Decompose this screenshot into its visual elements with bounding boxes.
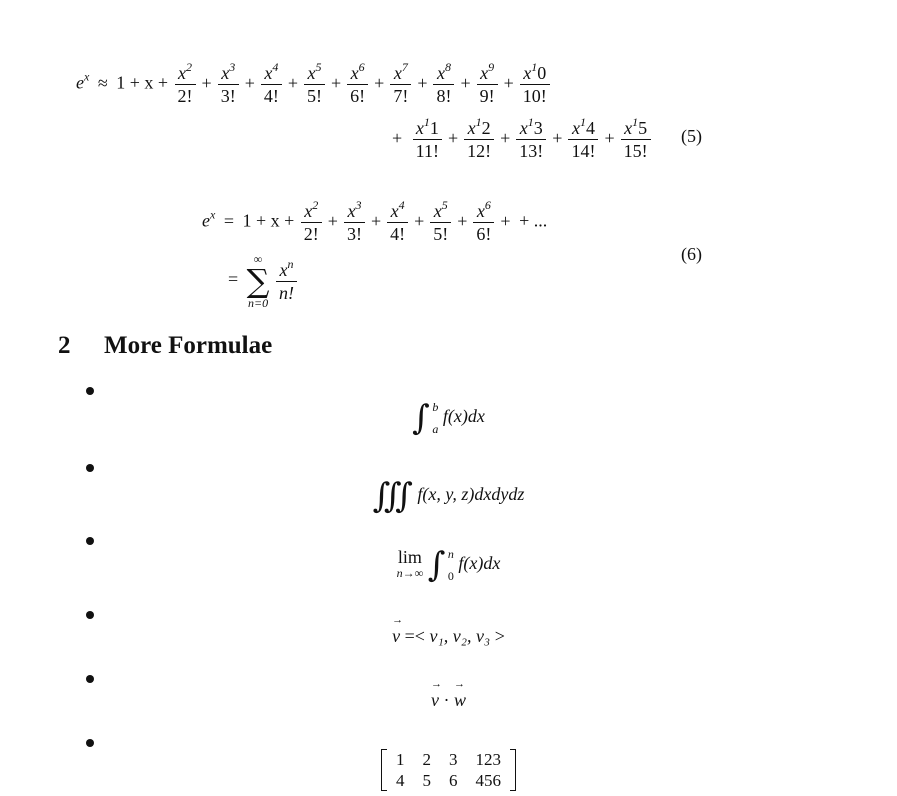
integral-icon: ∫ — [427, 545, 446, 585]
numerator-exponent: 4 — [272, 60, 279, 74]
matrix-cell: 3 — [449, 750, 458, 769]
eq5-number: (5) — [681, 126, 702, 146]
eq5-line2 — [388, 117, 653, 162]
fraction-term — [520, 62, 550, 107]
plus-operator: + — [327, 210, 338, 231]
plus-operator: + — [370, 210, 382, 231]
plus-operator: + — [604, 127, 615, 148]
matrix-cell: 6 — [449, 771, 458, 790]
sigma-icon: ∑ — [246, 262, 270, 300]
numerator-base: x — [436, 63, 445, 83]
integral-icon: ∫ — [412, 398, 430, 438]
fraction-denominator: 3! — [218, 84, 239, 107]
fraction-denominator: 8! — [433, 84, 454, 107]
numerator-suffix: 2 — [481, 118, 491, 138]
vector-v: → v — [431, 690, 439, 711]
fraction-term — [516, 117, 546, 162]
triple-integral-icon: ∭ — [372, 476, 413, 516]
numerator-exponent: 1 — [423, 115, 430, 129]
fraction-term — [261, 62, 282, 107]
fraction-numerator — [477, 62, 497, 84]
numerator-exponent: 1 — [475, 115, 482, 129]
formula-definite-integral — [0, 398, 897, 438]
numerator-base: x — [480, 63, 489, 83]
plus-operator: + — [201, 72, 212, 93]
integral-limits — [448, 547, 454, 583]
eq5-line1-terms — [173, 60, 552, 106]
numerator-base: x — [393, 63, 402, 83]
fraction-term — [433, 62, 454, 107]
vector-w: → w — [454, 690, 466, 711]
numerator-exponent: 6 — [358, 60, 365, 74]
fraction-numerator — [348, 62, 368, 84]
integral-upper: b — [432, 400, 439, 414]
fraction-numerator — [391, 62, 411, 84]
sum-fraction — [276, 256, 297, 304]
fraction-numerator — [344, 200, 364, 222]
bullet-icon — [86, 464, 94, 472]
integral-body: f(x)dx — [442, 406, 485, 427]
sum-operator — [247, 252, 270, 310]
fraction-denominator: 2! — [175, 84, 196, 107]
fraction-term — [390, 62, 411, 107]
integral-upper: n — [447, 547, 454, 561]
fraction-denominator: 7! — [390, 84, 411, 107]
fraction-denominator: 12! — [464, 139, 494, 162]
numerator-base: x — [624, 118, 633, 138]
eq6-number: (6) — [681, 244, 702, 264]
fraction-term — [464, 117, 494, 162]
fraction-denominator: 14! — [568, 139, 598, 162]
matrix-cell: 2 — [422, 750, 431, 769]
eq5-lhs-base: e — [76, 72, 84, 93]
bullet-icon — [86, 387, 94, 395]
limit-operator — [397, 549, 424, 581]
fraction-term — [568, 117, 598, 162]
eq5-line2-terms — [411, 115, 653, 161]
sum-lower: n=0 — [248, 296, 269, 310]
fraction-numerator — [261, 62, 281, 84]
limit-text: lim — [397, 547, 422, 567]
numerator-suffix: 5 — [638, 118, 648, 138]
matrix-cell: 123 — [475, 750, 501, 769]
numerator-exponent: 3 — [355, 198, 362, 212]
sum-num-base: x — [279, 259, 288, 280]
vector-eq: =< — [404, 626, 425, 646]
numerator-base: x — [433, 201, 442, 221]
numerator-base: x — [307, 63, 316, 83]
fraction-term — [344, 200, 365, 245]
sum-upper: ∞ — [253, 252, 263, 266]
plus-operator: + — [500, 127, 511, 148]
plus-operator: + — [417, 72, 428, 93]
sum-den: n! — [276, 281, 297, 304]
numerator-base: x — [390, 201, 399, 221]
numerator-suffix: 1 — [429, 118, 439, 138]
plus-operator: + — [503, 72, 514, 93]
numerator-exponent: 6 — [484, 198, 491, 212]
dot-operator: · — [443, 690, 450, 710]
plus-operator: + — [552, 127, 563, 148]
numerator-base: x — [523, 63, 532, 83]
fraction-denominator: 5! — [430, 222, 451, 245]
fraction-denominator: 11! — [413, 139, 442, 162]
numerator-base: x — [178, 63, 187, 83]
vector-items: v₁, v₂, v₃ — [429, 626, 491, 646]
section-number: 2 — [58, 332, 71, 359]
eq5-line1 — [76, 62, 552, 107]
integral-limits — [432, 400, 438, 436]
eq5-lhs-exp: x — [84, 69, 90, 84]
fraction-denominator: 3! — [344, 222, 365, 245]
matrix-cell: 5 — [422, 771, 431, 790]
section-heading — [58, 332, 272, 360]
numerator-exponent: 4 — [398, 198, 405, 212]
numerator-base: x — [350, 63, 359, 83]
fraction-numerator — [569, 117, 598, 139]
numerator-base: x — [476, 201, 485, 221]
fraction-numerator — [474, 200, 494, 222]
integral-lower: 0 — [447, 569, 454, 583]
numerator-exponent: 8 — [444, 60, 451, 74]
matrix-cell: 456 — [475, 771, 501, 790]
fraction-term — [218, 62, 239, 107]
matrix-cell: 1 — [396, 750, 405, 769]
fraction-denominator: 13! — [516, 139, 546, 162]
fraction-denominator: 6! — [347, 84, 368, 107]
fraction-term — [430, 200, 451, 245]
numerator-exponent: 1 — [531, 60, 538, 74]
section-title: More Formulae — [104, 332, 273, 359]
numerator-exponent: 7 — [401, 60, 408, 74]
formula-limit-integral — [0, 545, 897, 585]
fraction-denominator: 2! — [301, 222, 322, 245]
formula-triple-integral — [0, 476, 897, 516]
vector-v: → v — [392, 626, 400, 647]
fraction-denominator: 10! — [520, 84, 550, 107]
numerator-base: x — [304, 201, 313, 221]
bullet-icon — [86, 675, 94, 683]
fraction-numerator — [218, 62, 238, 84]
numerator-base: x — [519, 118, 528, 138]
plus-operator: + — [414, 210, 425, 231]
eq6-trail: + ... — [519, 210, 548, 231]
matrix — [381, 749, 516, 791]
fraction-numerator — [465, 117, 494, 139]
bullet-icon — [86, 739, 94, 747]
numerator-exponent: 3 — [229, 60, 236, 74]
numerator-exponent: 1 — [632, 115, 639, 129]
matrix-row — [387, 770, 510, 791]
fraction-numerator — [431, 200, 451, 222]
eq6-lead: 1 + x + — [242, 210, 295, 231]
limit-subscript: n→∞ — [396, 566, 424, 580]
eq5-line2-plus: + — [392, 127, 403, 148]
limit-integral-body: f(x)dx — [458, 553, 501, 574]
plus-operator: + — [500, 210, 511, 231]
matrix-row — [387, 749, 510, 770]
fraction-term — [413, 117, 442, 162]
fraction-numerator — [621, 117, 650, 139]
eq6-line2 — [224, 252, 299, 310]
fraction-denominator: 15! — [621, 139, 651, 162]
eq5-approx: ≈ — [97, 72, 108, 93]
numerator-exponent: 2 — [312, 198, 319, 212]
triple-integral-body: f(x, y, z)dxdydz — [417, 484, 525, 505]
numerator-suffix: 3 — [533, 118, 543, 138]
eq6-line1 — [202, 200, 547, 245]
plus-operator: + — [287, 72, 298, 93]
numerator-base: x — [264, 63, 273, 83]
fraction-term — [301, 200, 322, 245]
fraction-numerator — [305, 62, 325, 84]
sum-num-exp: n — [287, 256, 294, 271]
fraction-term — [304, 62, 325, 107]
fraction-denominator: 4! — [387, 222, 408, 245]
numerator-exponent: 2 — [186, 60, 193, 74]
plus-operator: + — [460, 72, 471, 93]
integral-lower: a — [432, 422, 439, 436]
right-bracket — [510, 749, 516, 791]
eq6-terms — [299, 198, 515, 244]
plus-operator: + — [374, 72, 385, 93]
matrix-table — [387, 749, 510, 791]
numerator-base: x — [571, 118, 580, 138]
fraction-term — [477, 62, 498, 107]
numerator-base: x — [221, 63, 230, 83]
matrix-cell: 4 — [396, 771, 405, 790]
eq5-lead: 1 + x + — [116, 72, 169, 93]
fraction-numerator — [388, 200, 408, 222]
numerator-exponent: 1 — [527, 115, 534, 129]
numerator-suffix: 0 — [537, 63, 547, 83]
eq6-lhs-exp: x — [210, 207, 216, 222]
fraction-denominator: 9! — [477, 84, 498, 107]
numerator-base: x — [415, 118, 424, 138]
fraction-term — [347, 62, 368, 107]
numerator-exponent: 5 — [315, 60, 322, 74]
eq6-line2-equals: = — [228, 269, 239, 290]
vector-close: > — [494, 626, 505, 646]
fraction-numerator — [517, 117, 546, 139]
fraction-numerator — [175, 62, 195, 84]
formula-matrix — [0, 749, 897, 796]
numerator-exponent: 1 — [579, 115, 586, 129]
bullet-icon — [86, 537, 94, 545]
plus-operator: + — [447, 127, 459, 148]
numerator-suffix: 4 — [585, 118, 595, 138]
fraction-numerator — [413, 117, 442, 139]
eq6-equals: = — [223, 210, 234, 231]
fraction-numerator — [434, 62, 454, 84]
fraction-term — [621, 117, 651, 162]
eq6-lhs-base: e — [202, 210, 210, 231]
fraction-denominator: 4! — [261, 84, 282, 107]
plus-operator: + — [244, 72, 255, 93]
fraction-denominator: 5! — [304, 84, 325, 107]
fraction-denominator: 6! — [473, 222, 494, 245]
fraction-term — [387, 200, 408, 245]
fraction-term — [175, 62, 196, 107]
numerator-base: x — [467, 118, 476, 138]
formula-dot-product — [0, 690, 897, 711]
numerator-base: x — [347, 201, 356, 221]
fraction-numerator — [301, 200, 321, 222]
fraction-term — [473, 200, 494, 245]
numerator-exponent: 5 — [441, 198, 448, 212]
fraction-numerator — [520, 62, 549, 84]
formula-vector — [0, 626, 897, 647]
numerator-exponent: 9 — [488, 60, 495, 74]
bullet-icon — [86, 611, 94, 619]
plus-operator: + — [331, 72, 342, 93]
plus-operator: + — [457, 210, 468, 231]
